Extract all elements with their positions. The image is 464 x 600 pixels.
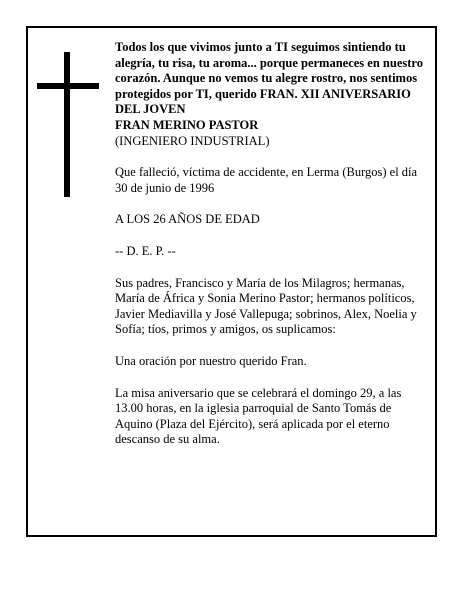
dedication-text: Todos los que vivimos junto a TI seguimos sintiendo tu alegría, tu risa, tu aroma... porque permaneces en nuestro corazón. Aunque no vemos tu alegre rostro, nos sentimos protegidos por TI, querido FRAN. XII ANIVERSARIO DEL JOVEN <box>115 40 423 117</box>
profession-text: (INGENIERO INDUSTRIAL) <box>115 133 270 148</box>
prayer-text: Una oración por nuestro querido Fran. <box>115 353 307 368</box>
cross-vertical-bar <box>64 52 70 197</box>
age-text: A LOS 26 AÑOS DE EDAD <box>115 212 260 227</box>
death-info-text: Que falleció, víctima de accidente, en Lerma (Burgos) el día 30 de junio de 1996 <box>115 165 418 195</box>
deceased-name: FRAN MERINO PASTOR <box>115 117 259 132</box>
obituary-text <box>115 40 427 448</box>
mass-text: La misa aniversario que se celebrará el domingo 29, a las 13.00 horas, en la iglesia parroquial de Santo Tomás de Aquino (Plaza del Ejército), será aplicada por el eterno descanso de su alma. <box>115 385 402 447</box>
cross-horizontal-bar <box>37 83 99 89</box>
family-text: Sus padres, Francisco y María de los Milagros; hermanas, María de África y Sonia Merino Pastor; hermanos políticos, Javier Mediavilla y José Vallepuga; sobrinos, Alex, Noelia y Sofía; tíos, primos y amigos, os suplicamos: <box>115 275 417 337</box>
rip-text: -- D. E. P. -- <box>115 243 176 258</box>
